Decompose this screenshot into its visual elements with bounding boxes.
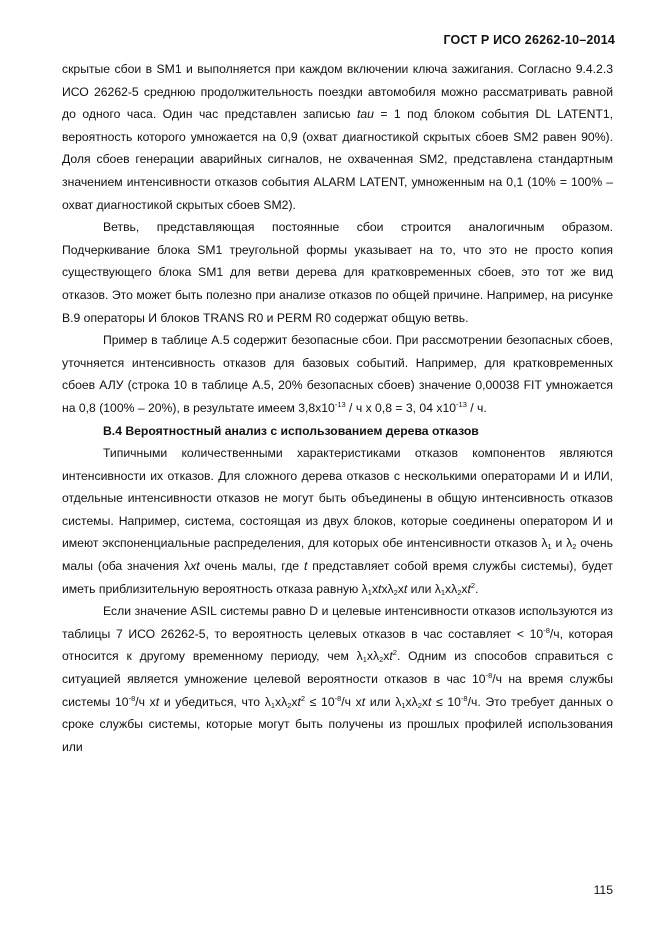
paragraph: Если значение ASIL системы равно D и целевые интенсивности отказов используются из таблицы 7 ИСО 26262-5, то вероятность целевых отказов в час составляет < $10^{-8}/ч$, которая относится к другому временному периоду, чем $\lambda_1x\lambda_2xt^2$. Одним из способов справиться с ситуацией является умножение целевой вероятности отказов в час $10^{-8}/ч$ на время службы системы $10^{-8}/ч$ xt и убедиться, что $\lambda_1x\lambda_2xt^2 \le 10^{-8}/ч$ xt или $\lambda_1x\lambda_2xt \le 10^{-8}/ч$. Это требует данных о сроке службы системы, которые могут быть получены из прошлых профилей использования или	[62, 604, 614, 754]
section-heading: В.4 Вероятностный анализ с использованием дерева отказов	[103, 423, 479, 438]
paragraph: Ветвь, представляющая постоянные сбои строится аналогичным образом. Подчеркивание блока SM1 треугольной формы указывает на то, что это не просто копия существующего блока SM1 для ветви дерева для кратковременных сбоев, это тот же вид отказов. Это может быть полезно при анализе отказов по общей причине. Например, на рисунке В.9 операторы И блоков TRANS R0 и PERM R0 содержат общую ветвь.	[62, 220, 613, 325]
paragraph: Пример в таблице А.5 содержит безопасные сбои. При рассмотрении безопасных сбоев, уточняется интенсивность отказов для базовых событий. Например, для кратковременных сбоев АЛУ (строка 10 в таблице А.5, 20% безопасных сбоев) значение 0,00038 FIT умножается на 0,8 (100% – 20%), в результате имеем $3,8x10^{-13}$ / ч x 0,8 = 3, 04 $x10^{-13}$ / ч.	[62, 333, 613, 415]
document-header: ГОСТ Р ИСО 26262-10–2014	[443, 33, 615, 47]
paragraph-continued: скрытые сбои в SM1 и выполняется при каждом включении ключа зажигания. Согласно 9.4.2.3 ИСО 26262-5 среднюю продолжительность поездки автомобиля можно рассматривать равной до одного часа. Один час представлен записью tau = 1 под блоком события DL LATENT1, вероятность которого умножается на 0,9 (охват диагностикой скрытых сбоев SM2 равен 90%). Доля сбоев генерации аварийных сигналов, не охваченная SM2, представлена стандартным значением интенсивности отказов события ALARM LATENT, умноженным на 0,1 (10% = 100% – охват диагностикой скрытых сбоев SM2).	[62, 62, 613, 212]
document-body	[62, 58, 613, 758]
paragraph: Типичными количественными характеристиками отказов компонентов являются интенсивности их отказов. Для сложного дерева отказов с несколькими операторами И и ИЛИ, отдельные интенсивности отказов не могут быть объединены в общую интенсивность отказов системы. Например, система, состоящая из двух блоков, которые соединены оператором И и имеют экспоненциальные распределения, для которых обе интенсивности отказов $\lambda_1$ и $\lambda_2$ очень малы (оба значения λxt очень малы, где t представляет собой время службы системы), будет иметь приблизительную вероятность отказа равную $\lambda_1xtx\lambda_2xt$ или $\lambda_1x\lambda_2xt^2$.	[62, 446, 613, 597]
page-number: 115	[593, 883, 613, 897]
